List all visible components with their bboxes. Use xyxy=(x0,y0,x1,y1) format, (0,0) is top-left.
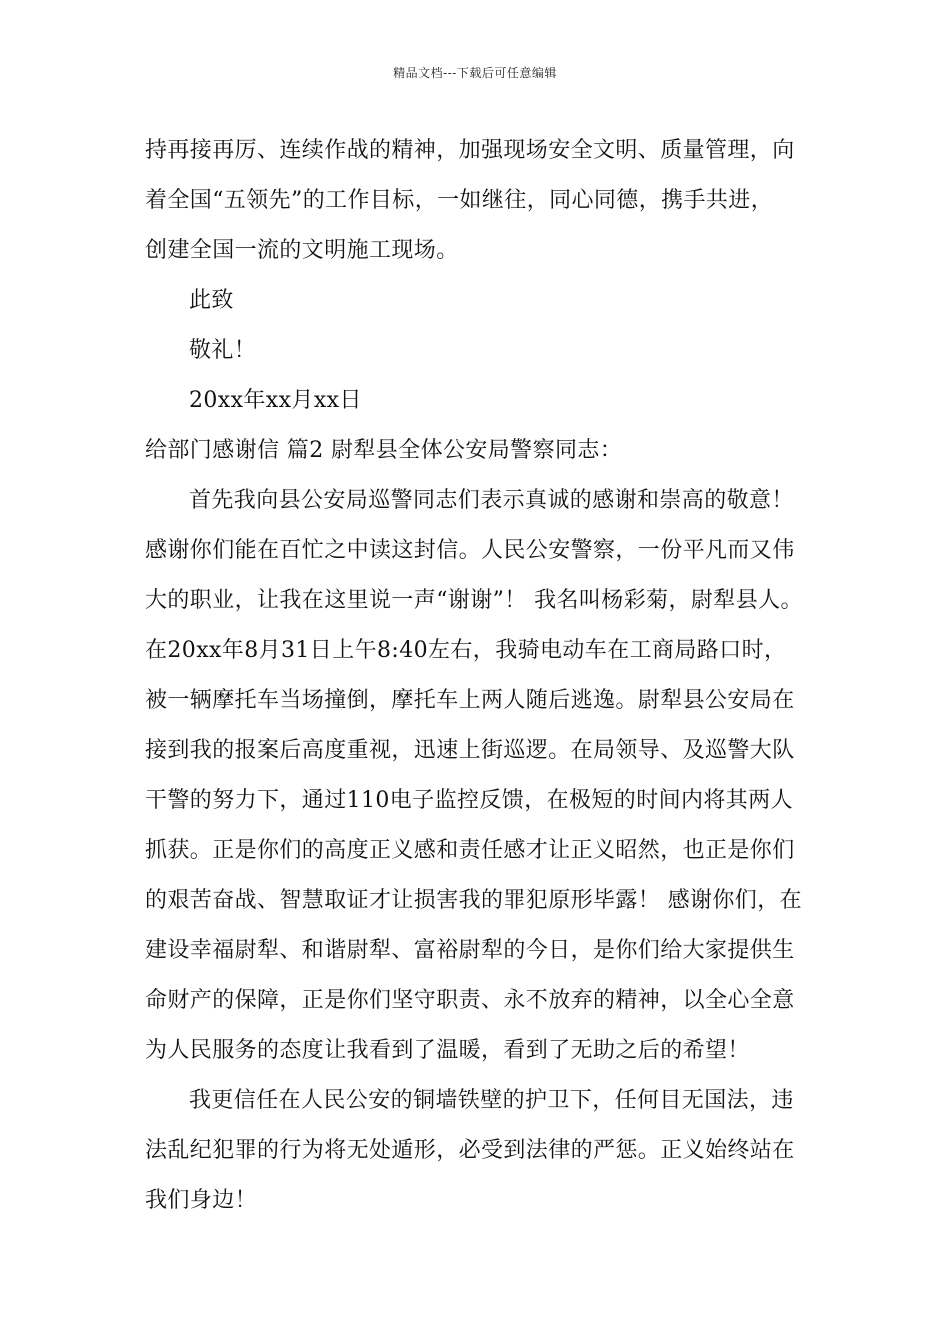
text-line: 接到我的报案后高度重视，迅速上街巡逻。在局领导、及巡警大队 xyxy=(145,738,795,763)
text-line: 在20xx年8月31日上午8:40左右，我骑电动车在工商局路口时， xyxy=(145,638,787,663)
text-line: 感谢你们能在百忙之中读这封信。人民公安警察，一份平凡而又伟 xyxy=(145,538,795,563)
text-line: 法乱纪犯罪的行为将无处遁形，必受到法律的严惩。正义始终站在 xyxy=(145,1138,795,1163)
text-line: 我们身边！ xyxy=(145,1188,258,1213)
text-line: 的艰苦奋战、智慧取证才让损害我的罪犯原形毕露！ 感谢你们，在 xyxy=(145,888,802,913)
text-line: 持再接再厉、连续作战的精神，加强现场安全文明、质量管理，向 xyxy=(145,138,795,163)
text-line: 抓获。正是你们的高度正义感和责任感才让正义昭然，也正是你们 xyxy=(145,838,795,863)
text-line: 大的职业，让我在这里说一声“谢谢”！ 我名叫杨彩菊，尉犁县人。 xyxy=(145,588,803,613)
text-line: 我更信任在人民公安的铜墙铁壁的护卫下，任何目无国法，违 xyxy=(189,1088,794,1113)
text-line: 命财产的保障，正是你们坚守职责、永不放弃的精神，以全心全意 xyxy=(145,988,795,1013)
text-line: 被一辆摩托车当场撞倒，摩托车上两人随后逃逸。尉犁县公安局在 xyxy=(145,688,795,713)
text-line: 为人民服务的态度让我看到了温暖，看到了无助之后的希望！ xyxy=(145,1038,750,1063)
text-line: 干警的努力下，通过110电子监控反馈，在极短的时间内将其两人 xyxy=(145,788,793,813)
section-title: 给部门感谢信 篇2 尉犁县全体公安局警察同志： xyxy=(145,438,623,463)
page-header: 精品文档---下载后可任意编辑 xyxy=(393,66,557,80)
closing-salutation: 此致 xyxy=(189,288,234,313)
text-line: 创建全国一流的文明施工现场。 xyxy=(145,238,459,263)
text-line: 建设幸福尉犁、和谐尉犁、富裕尉犁的今日，是你们给大家提供生 xyxy=(145,938,795,963)
letter-date: 20xx年xx月xx日 xyxy=(189,388,362,413)
closing-regards: 敬礼！ xyxy=(189,338,257,363)
text-line: 首先我向县公安局巡警同志们表示真诚的感谢和崇高的敬意！ xyxy=(189,488,794,513)
text-line: 着全国“五领先”的工作目标，一如继往，同心同德，携手共进， xyxy=(145,188,774,213)
